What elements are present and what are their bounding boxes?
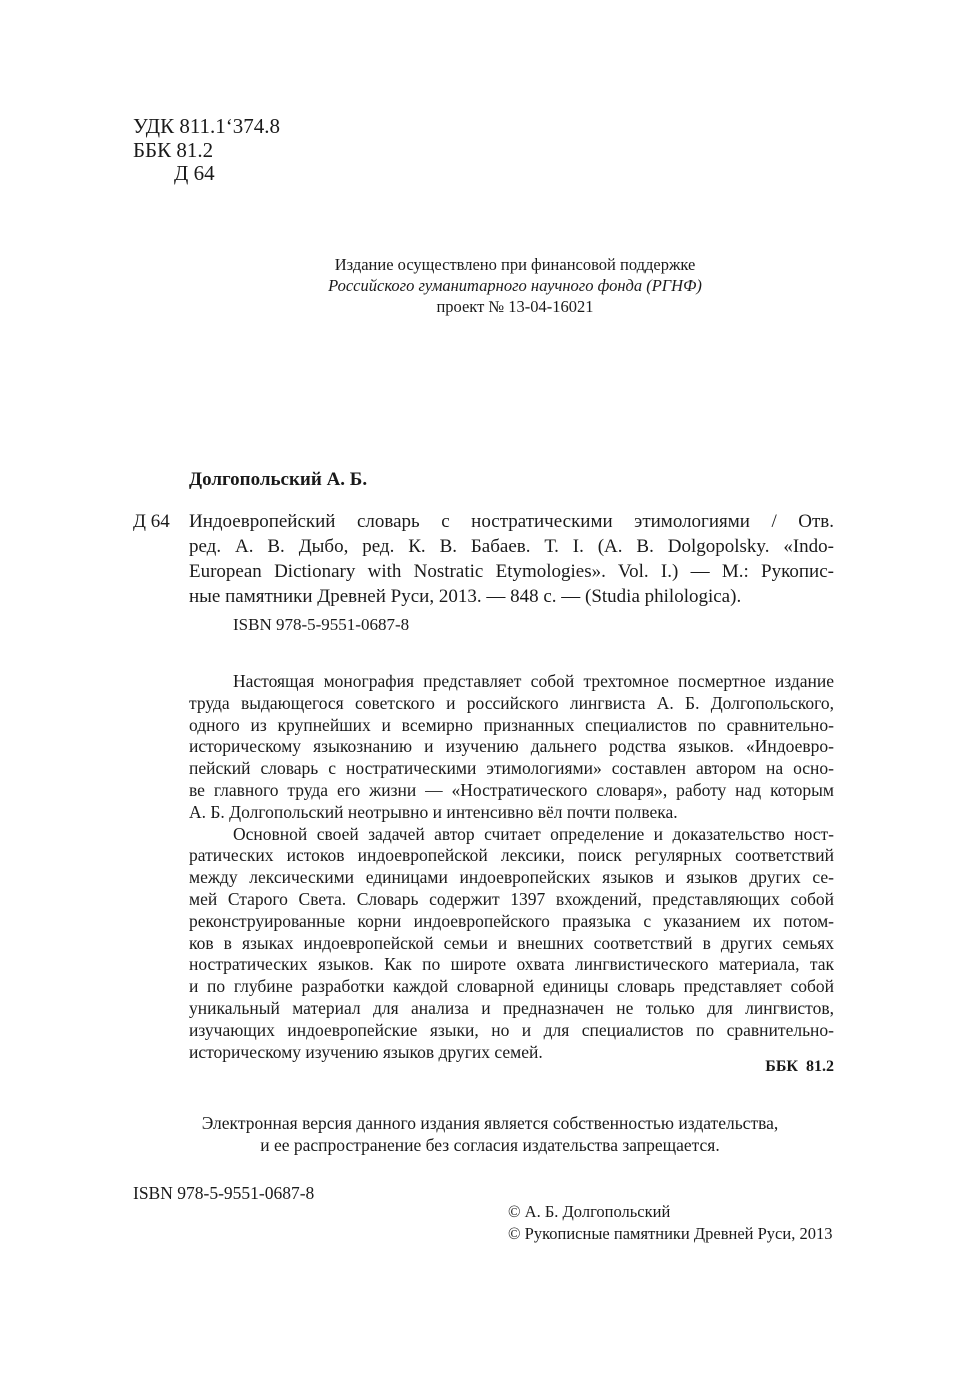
annotation-line: одного из крупнейших и всемирно признанных специалистов по сравнительно- xyxy=(189,714,834,735)
catalog-isbn: ISBN 978-5-9551-0687-8 xyxy=(233,615,410,634)
catalog-line: ные памятники Древней Руси, 2013. — 848 с. — (Studia philologica). xyxy=(189,586,742,607)
annotation-line: А. Б. Долгопольский неотрывно и интенсивно вёл почти полвека. xyxy=(189,801,678,822)
annotation-line: реконструированные корни индоевропейского праязыка с указанием их потом- xyxy=(189,910,834,931)
notice-line-2: и ее распространение без согласия издательства запрещается. xyxy=(260,1135,720,1155)
annotation-line: между лексическими единицами индоевропейских языков и языков других се- xyxy=(189,867,834,888)
funding-statement xyxy=(300,254,730,317)
catalog-line: European Dictionary with Nostratic Etymologies». Vol. I.) — М.: Рукопис- xyxy=(189,561,834,582)
funding-line-1: Издание осуществлено при финансовой поддержке xyxy=(334,255,696,274)
catalog-line: Индоевропейский словарь с ностратическими этимологиями / Отв. xyxy=(189,511,834,532)
annotation-line: мей Старого Света. Словарь содержит 1397 вхождений, представляющих собой xyxy=(189,888,834,909)
annotation-bbk: ББК 81.2 xyxy=(765,1058,834,1075)
annotation-line: ностратических языков. Как по широте охвата лингвистического материала, так xyxy=(189,954,834,975)
annotation-line: историческому языкознанию и изучению дальнего родства языков. «Индоевро- xyxy=(189,736,834,757)
annotation-line: ков в языках индоевропейской семьи и внешних соответствий в других семьях xyxy=(189,932,834,953)
copyright-publisher: © Рукописные памятники Древней Руси, 2013 xyxy=(508,1224,833,1243)
bbk-code: ББК 81.2 xyxy=(133,138,214,162)
author-heading: Долгопольский А. Б. xyxy=(189,469,368,490)
annotation-line: и по глубине разработки каждой словарной единицы словарь представляет собой xyxy=(189,976,834,997)
annotation-line: Основной своей задачей автор считает определение и доказательство ност- xyxy=(233,823,834,844)
annotation-line: пейский словарь с ностратическими этимологиями» составлен автором на осно- xyxy=(189,758,834,779)
catalog-line: ред. А. В. Дыбо, ред. К. В. Бабаев. Т. I. (A. B. Dolgopolsky. «Indo- xyxy=(189,536,834,557)
isbn-main: ISBN 978-5-9551-0687-8 xyxy=(133,1183,315,1203)
annotation xyxy=(189,671,834,1063)
notice-line-1: Электронная версия данного издания является собственностью издательства, xyxy=(201,1113,779,1133)
copyright-block xyxy=(508,1201,832,1245)
electronic-notice xyxy=(140,1112,840,1156)
author-mark: Д 64 xyxy=(174,161,215,185)
copyright-author: © А. Б. Долгопольский xyxy=(508,1202,671,1221)
annotation-line: уникальный материал для анализа и предназначен не только для лингвистов, xyxy=(189,997,834,1018)
annotation-line: изучающих индоевропейские языки, но и для специалистов по сравнительно- xyxy=(189,1019,834,1040)
annotation-line: ратических истоков индоевропейской лексики, поиск регулярных соответствий xyxy=(189,845,834,866)
annotation-line: историческому изучению языков других семей. xyxy=(189,1041,543,1062)
funding-line-2: Российского гуманитарного научного фонда (РГНФ) xyxy=(328,276,702,295)
funding-line-3: проект № 13-04-16021 xyxy=(436,297,594,316)
catalog-entry xyxy=(189,509,834,609)
annotation-line: Настоящая монография представляет собой трехтомное посмертное издание xyxy=(233,671,834,691)
annotation-line: труда выдающегося советского и российского лингвиста А. Б. Долгопольского, xyxy=(189,692,834,713)
catalog-code: Д 64 xyxy=(133,511,170,532)
annotation-line: ве главного труда его жизни — «Ностратического словаря», работу над которым xyxy=(189,779,834,800)
udk-code: УДК 811.1‘374.8 xyxy=(133,114,281,138)
